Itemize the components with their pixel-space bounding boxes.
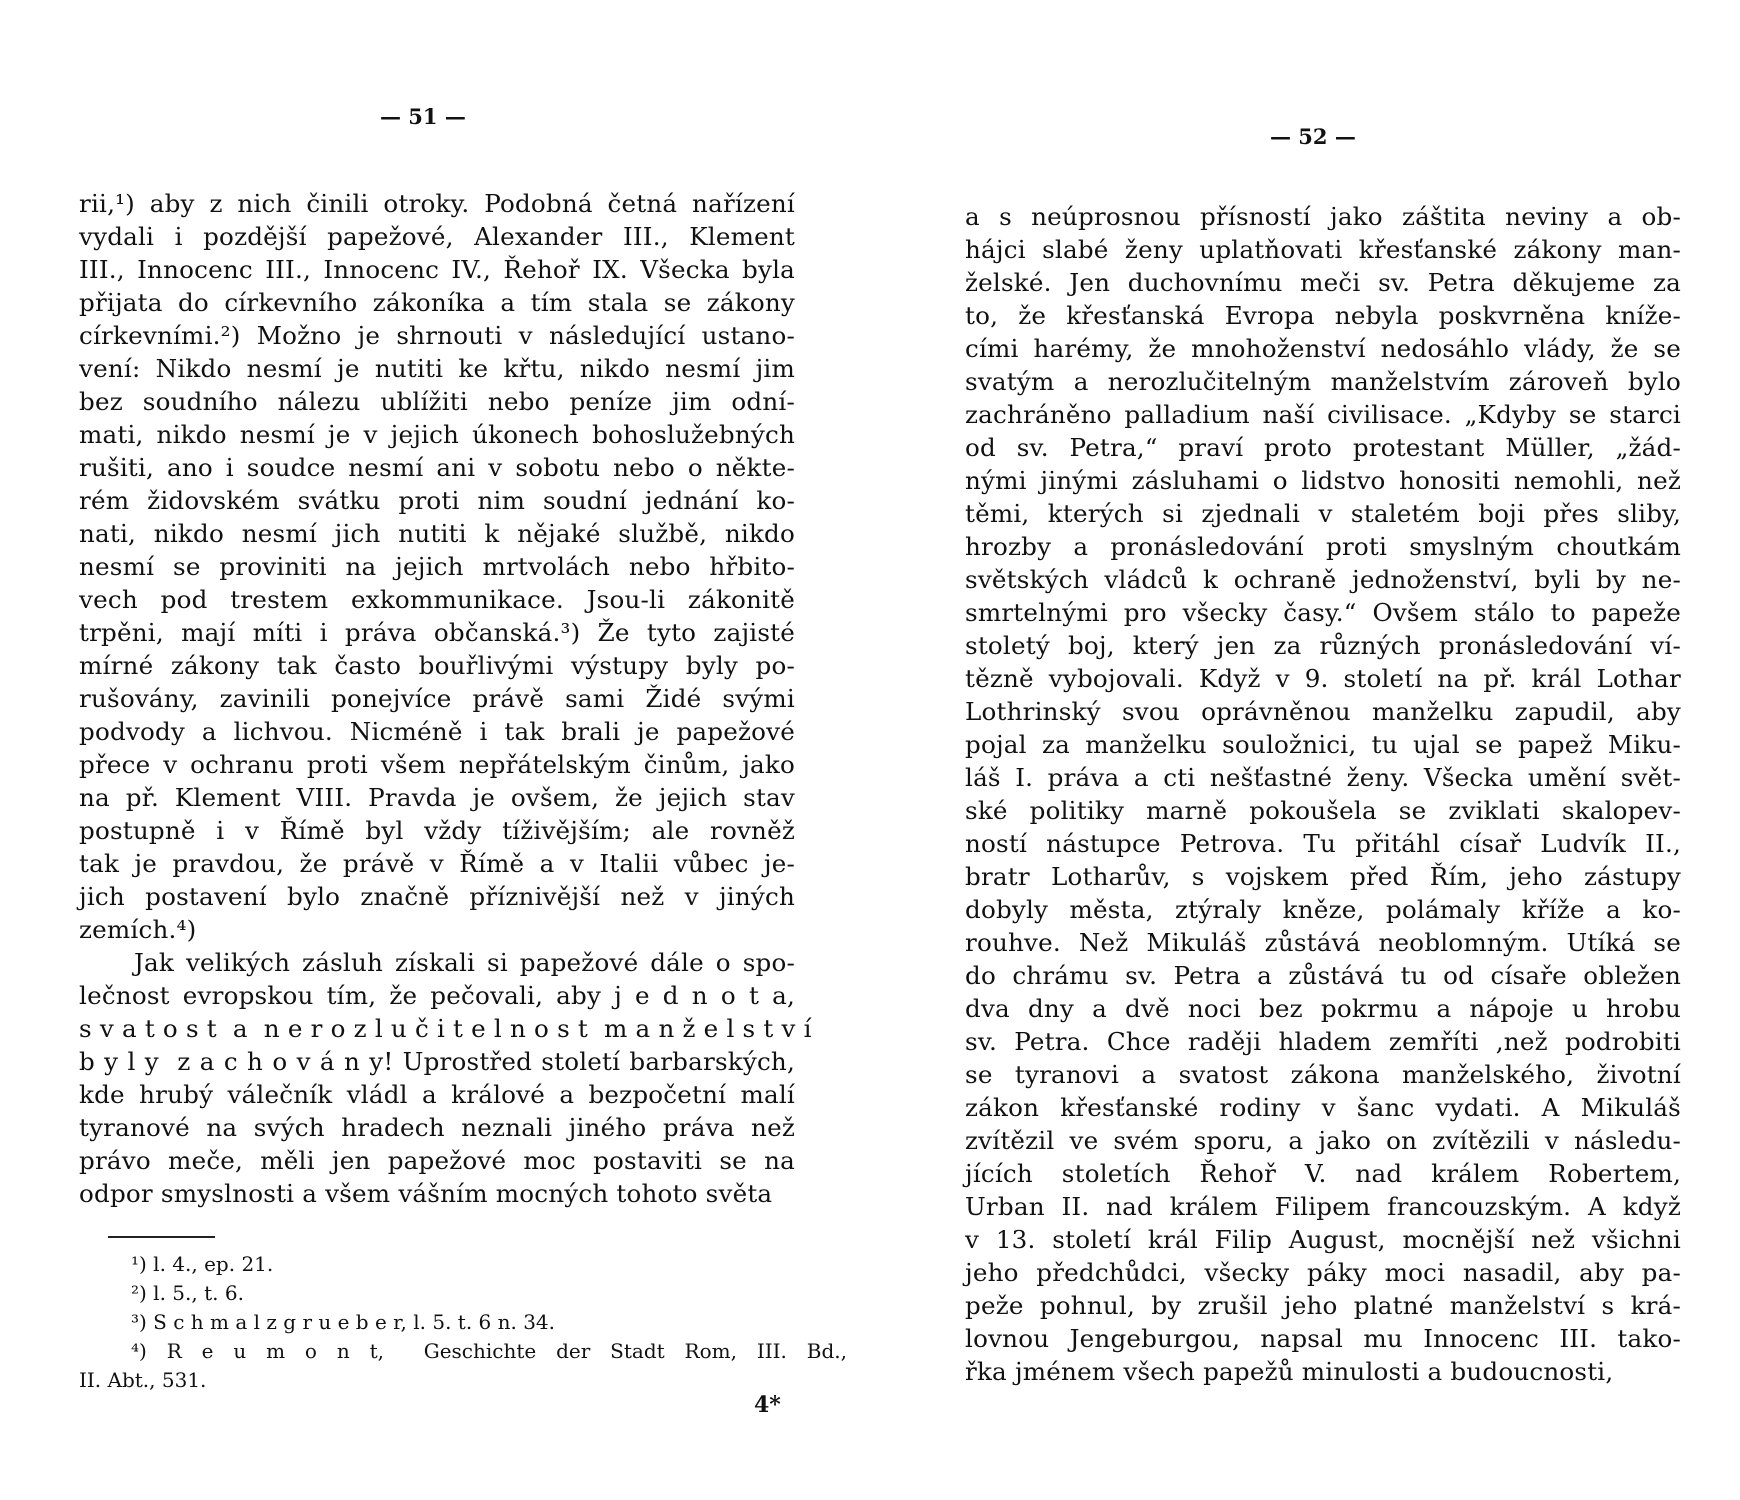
text-line: zvítězil ve svém sporu, a jako on zvítězili v následu- [965, 1126, 1681, 1155]
text-line: světských vládců k ochraně jednoženství, byli by ne- [965, 565, 1681, 594]
text-line: postupně i v Římě byl vždy tíživějším; ale rovněž [79, 816, 795, 845]
footnote: ⁴) R e u m o n t, Geschichte der Stadt Rom, III. Bd., [131, 1339, 847, 1363]
text-line: tězně vybojovali. Když v 9. století na př. král Lothar [965, 664, 1681, 693]
text-line: ností nástupce Petrova. Tu přitáhl císař Ludvík II., [965, 829, 1681, 858]
text-line: právo meče, měli jen papežové moc postaviti se na [79, 1146, 795, 1175]
footnote-rule [108, 1236, 215, 1238]
text-line: podvody a lichvou. Nicméně i tak brali je papežové [79, 717, 795, 746]
text-line: jeho předchůdci, všecky páky moci nasadil, aby pa- [965, 1258, 1681, 1287]
text-line: s v a t o s t a n e r o z l u č i t e l n o s t m a n ž e l s t v í [79, 1014, 812, 1043]
text-line: rii,¹) aby z nich činili otroky. Podobná četná nařízení [79, 189, 795, 218]
text-line: zachráněno palladium naší civilisace. „Kdyby se starci [965, 400, 1681, 429]
text-line: sv. Petra. Chce raději hladem zemříti ,než podrobiti [965, 1027, 1681, 1056]
text-line: hrozby a pronásledování proti smyslným choutkám [965, 532, 1681, 561]
text-line: vech pod trestem exkommunikace. Jsou-li zákonitě [79, 585, 795, 614]
page-body [965, 200, 1681, 1386]
right-page [870, 0, 1740, 1500]
text-line: vení: Nikdo nesmí je nutiti ke křtu, nikdo nesmí jim [79, 354, 795, 383]
text-line: na př. Klement VIII. Pravda je ovšem, že jejich stav [79, 783, 795, 812]
text-line: od sv. Petra,“ praví proto protestant Müller, „žád- [965, 433, 1681, 462]
footnote: ¹) l. 4., ep. 21. [131, 1252, 274, 1276]
text-line: církevními.²) Možno je shrnouti v následující ustano- [79, 321, 795, 350]
text-line: řka jménem všech papežů minulosti a budoucnosti, [965, 1357, 1614, 1386]
text-line: zemích.⁴) [79, 915, 197, 944]
text-line: a s neúprosnou přísností jako záštita neviny a ob- [965, 202, 1681, 231]
text-line: tak je pravdou, že právě v Římě a v Italii vůbec je- [79, 849, 795, 878]
text-line: přece v ochranu proti všem nepřátelským činům, jako [79, 750, 795, 779]
text-line: se tyranovi a svatost zákona manželského, životní [965, 1060, 1681, 1089]
footnote: ³) S c h m a l z g r u e b e r, l. 5. t. 6 n. 34. [131, 1310, 556, 1334]
text-line: zákon křesťanské rodiny v šanc vydati. A Mikuláš [965, 1093, 1681, 1122]
text-line: odpor smyslnosti a všem vášním mocných tohoto světa [79, 1179, 773, 1208]
text-line: přijata do církevního zákoníka a tím stala se zákony [79, 288, 795, 317]
signature-mark: 4* [754, 1392, 781, 1418]
text-line: mírné zákony tak často bouřlivými výstupy byly po- [79, 651, 795, 680]
text-line: nesmí se proviniti na jejich mrtvolách nebo hřbito- [79, 552, 795, 581]
text-line: jich postavení bylo značně příznivější než v jiných [79, 882, 795, 911]
text-line: b y l y z a c h o v á n y! Uprostřed století barbarských, [79, 1047, 795, 1076]
text-line: hájci slabé ženy uplatňovati křesťanské zákony man- [965, 235, 1681, 264]
text-line: mati, nikdo nesmí je v jejich úkonech bohoslužebných [79, 420, 795, 449]
footnote: ²) l. 5., t. 6. [131, 1281, 244, 1305]
text-line: svatým a nerozlučitelným manželstvím zároveň bylo [965, 367, 1681, 396]
text-line: bratr Lotharův, s vojskem před Řím, jeho zástupy [965, 862, 1681, 891]
text-line: kde hrubý válečník vládl a králové a bezpočetní malí [79, 1080, 795, 1109]
text-line: rušovány, zavinili ponejvíce právě sami Židé svými [79, 684, 795, 713]
text-line: peže pohnul, by zrušil jeho platné manželství s krá- [965, 1291, 1681, 1320]
text-line: stoletý boj, který jen za různých pronásledování ví- [965, 631, 1681, 660]
text-line: dva dny a dvě noci bez pokrmu a nápoje u hrobu [965, 994, 1681, 1023]
text-line: rušiti, ano i soudce nesmí ani v sobotu nebo o někte- [79, 453, 795, 482]
text-line: bez soudního nálezu ublížiti nebo peníze jim odní- [79, 387, 795, 416]
text-line: rém židovském svátku proti nim soudní jednání ko- [79, 486, 795, 515]
text-line: III., Innocenc III., Innocenc IV., Řehoř IX. Všecka byla [79, 255, 795, 284]
text-line: do chrámu sv. Petra a zůstává tu od císaře obležen [965, 961, 1681, 990]
text-line: nati, nikdo nesmí jich nutiti k nějaké službě, nikdo [79, 519, 795, 548]
text-line: Lothrinský svou oprávněnou manželku zapudil, aby [965, 697, 1681, 726]
text-line: jících stoletích Řehoř V. nad králem Robertem, [965, 1159, 1681, 1188]
text-line: těmi, kterých si zjednali v staletém boji přes sliby, [965, 499, 1681, 528]
text-line: trpěni, mají míti i práva občanská.³) Že tyto zajisté [79, 618, 795, 647]
text-line: tyranové na svých hradech neznali jiného práva než [79, 1113, 795, 1142]
text-line: smrtelnými pro všecky časy.“ Ovšem stálo to papeže [965, 598, 1681, 627]
text-line: vydali i pozdější papežové, Alexander III., Klement [79, 222, 795, 251]
page-number: — 51 — [380, 104, 466, 129]
text-line: dobyly města, ztýraly kněze, polámaly kříže a ko- [965, 895, 1681, 924]
text-line: Urban II. nad králem Filipem francouzským. A když [965, 1192, 1681, 1221]
text-line: lečnost evropskou tím, že pečovali, aby j e d n o t a, [79, 981, 795, 1010]
text-line: ské politiky marně pokoušela se zviklati skalopev- [965, 796, 1681, 825]
page-number: — 52 — [1270, 124, 1356, 149]
text-line: rouhve. Než Mikuláš zůstává neoblomným. Utíká se [965, 928, 1681, 957]
text-line: lovnou Jengeburgou, napsal mu Innocenc III. tako- [965, 1324, 1681, 1353]
page-body [79, 187, 812, 1208]
text-line: v 13. století král Filip August, mocnější než všichni [965, 1225, 1681, 1254]
text-line: nými jinými zásluhami o lidstvo honositi nemohli, než [965, 466, 1681, 495]
text-line: Jak velikých zásluh získali si papežové dále o spo- [134, 948, 795, 977]
footnote: II. Abt., 531. [79, 1368, 207, 1392]
text-line: pojal za manželku souložnici, tu ujal se papež Miku- [965, 730, 1681, 759]
text-line: cími harémy, že mnohoženství nedosáhlo vlády, že se [965, 334, 1681, 363]
text-line: želské. Jen duchovnímu meči sv. Petra děkujeme za [965, 268, 1681, 297]
text-line: láš I. práva a cti nešťastné ženy. Všecka umění svět- [965, 763, 1681, 792]
text-line: to, že křesťanská Evropa nebyla poskvrněna kníže- [965, 301, 1681, 330]
